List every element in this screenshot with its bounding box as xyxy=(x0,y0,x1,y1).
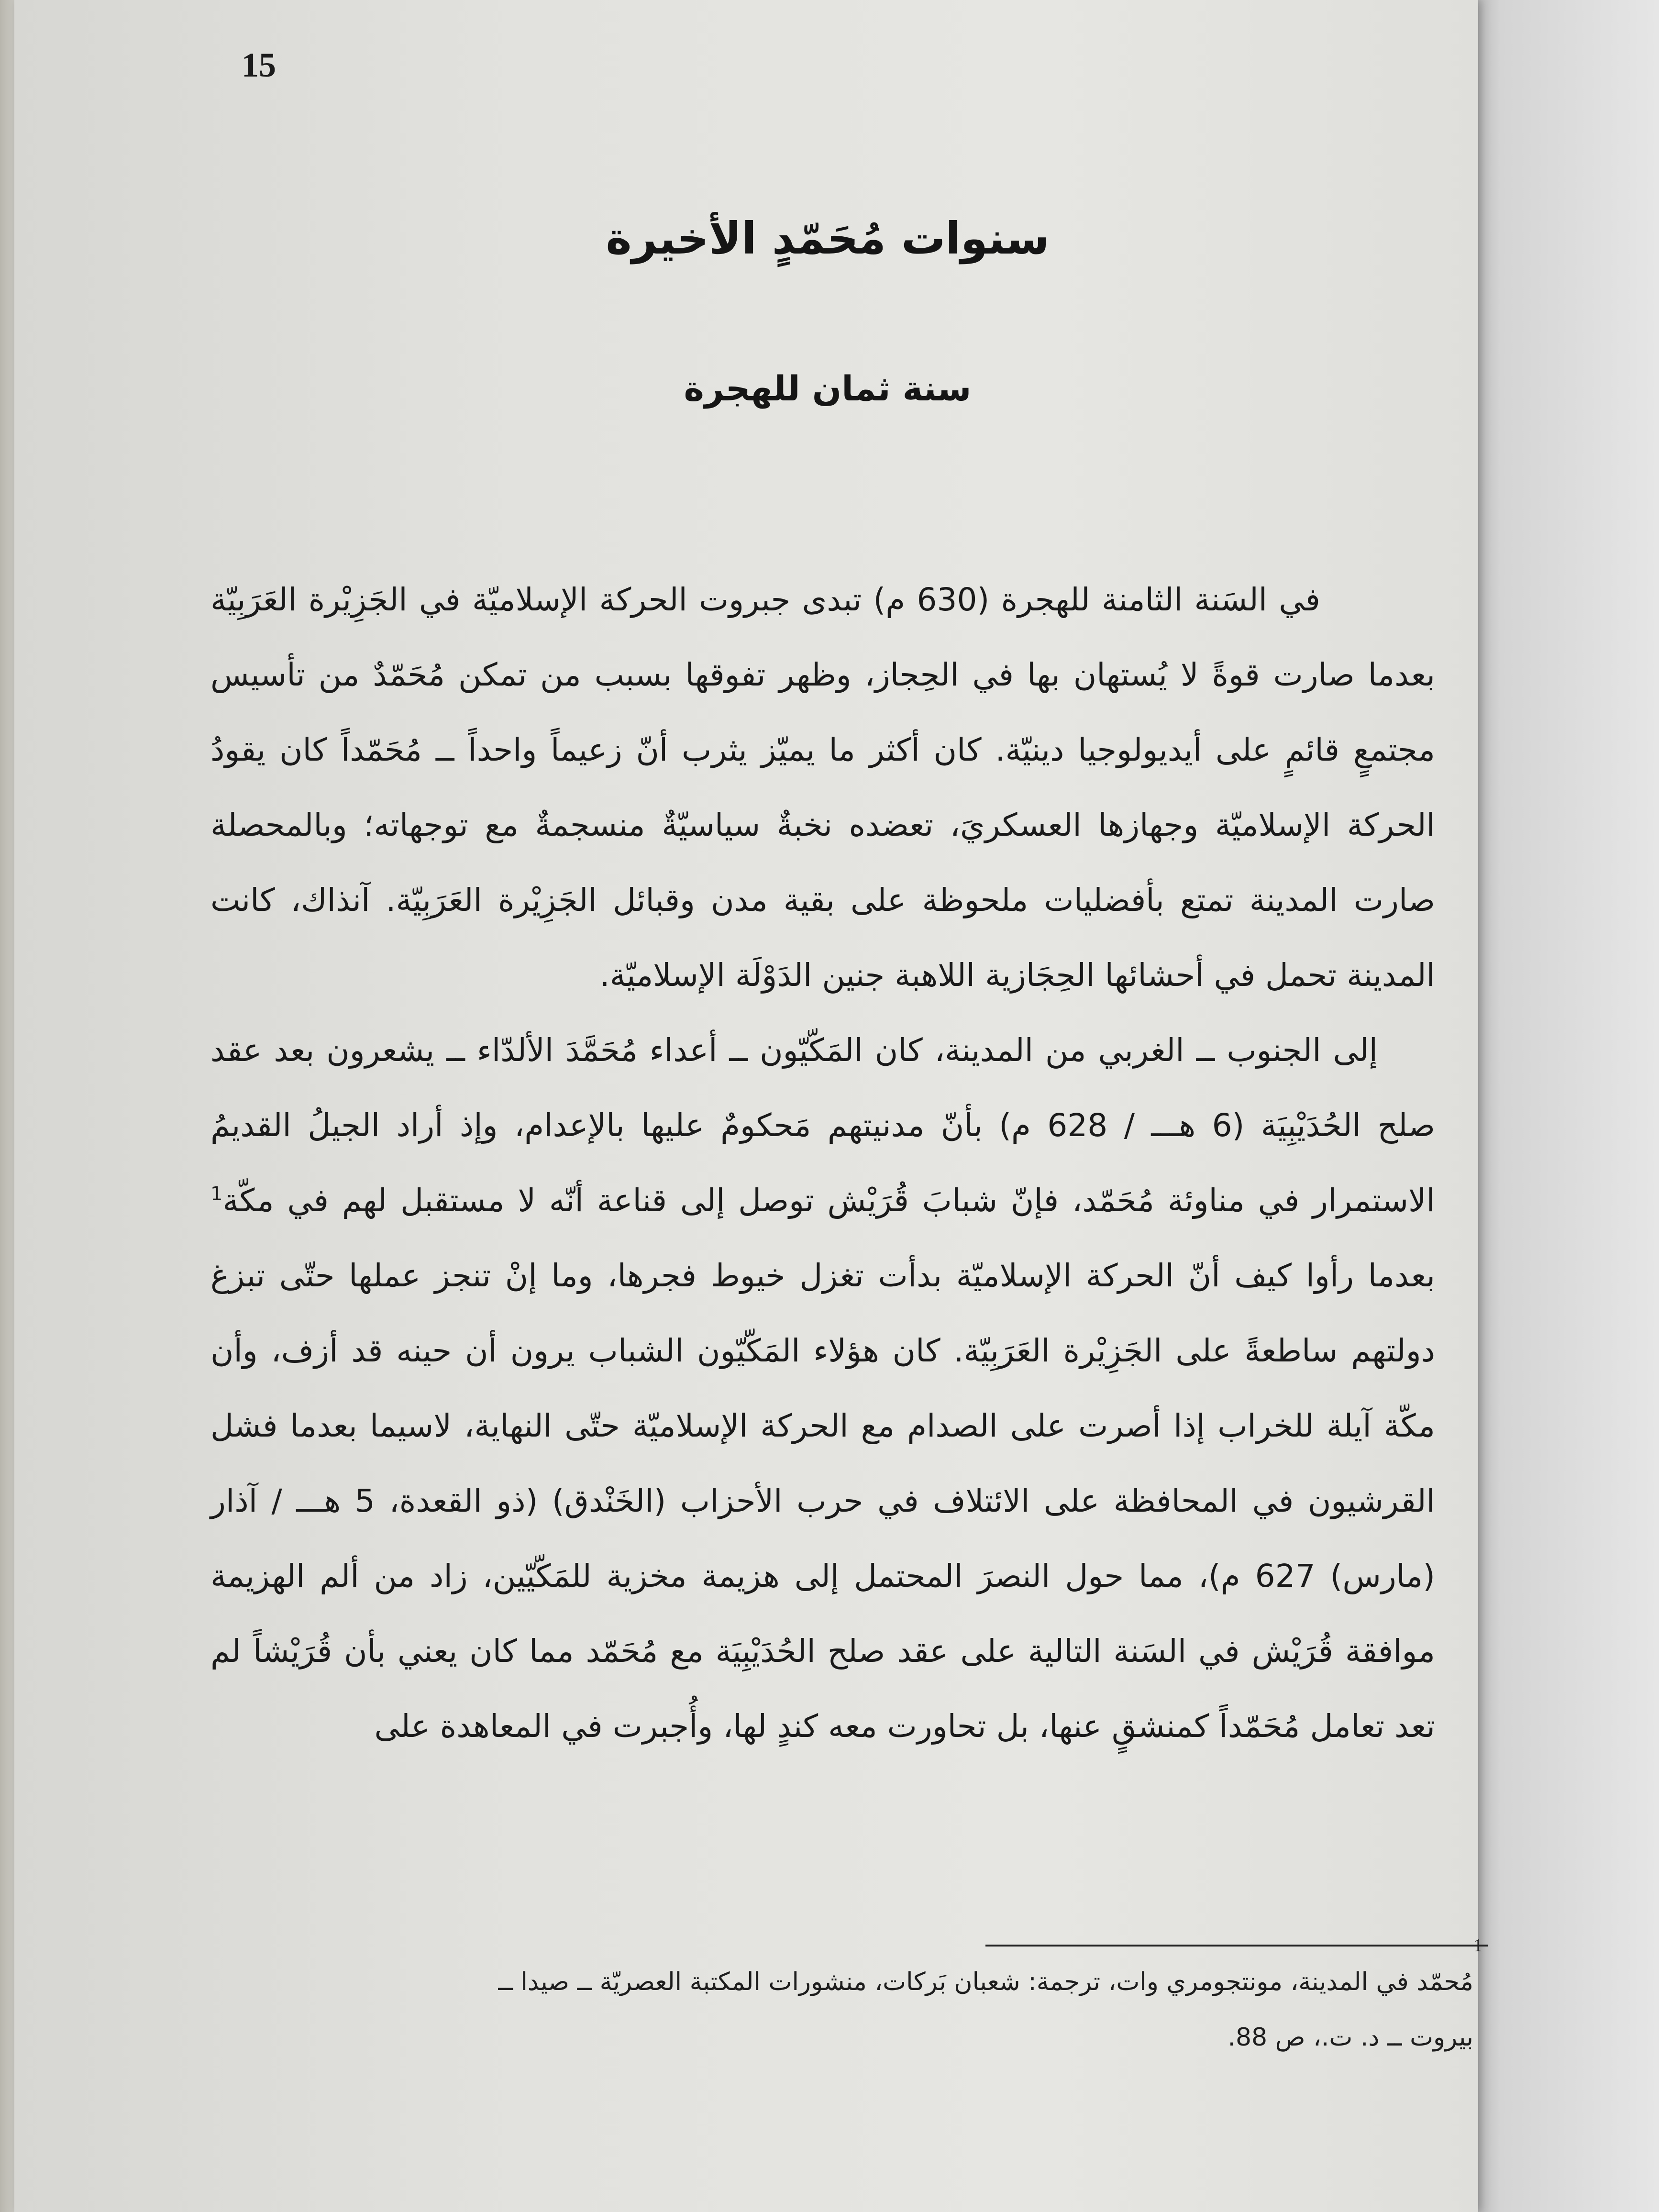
footnote-divider xyxy=(985,1945,1488,1947)
footnote-marker: 1 xyxy=(1473,1936,1482,1956)
footnote-line-1: مُحمّد في المدينة، مونتجومري وات، ترجمة: شعبان بَركات، منشورات المكتبة العصريّة ــ صيدا ــ xyxy=(498,1968,1473,1996)
footnote xyxy=(210,1954,1473,2065)
paragraph-1: في السَنة الثامنة للهجرة (630 م) تبدى جبروت الحركة الإسلاميّة في الجَزِيْرة العَرَبِيّة بعدما صارت قوةً لا يُستهان بها في الحِجاز، وظهر تفوقها بسبب من تمكن مُحَمّدٌ من تأسيس مجتمعٍ قائمٍ على أيديولوجيا دينيّة. كان أكثر ما يميّز يثرب أنّ زعيماً واحداً ــ مُحَمّداً كان يقودُ الحركة الإسلاميّة وجهازها العسكريَ، تعضده نخبةٌ سياسيّةٌ منسجمةٌ مع توجهاته؛ وبالمحصلة صارت المدينة تمتع بأفضليات ملحوظة على بقية مدن وقبائل الجَزِيْرة العَرَبِيّة. آنذاك، كانت المدينة تحمل في أحشائها الحِجَازية اللاهبة جنين الدَوْلَة الإسلاميّة. xyxy=(210,581,1435,994)
footnote-reference: 1 xyxy=(210,1183,223,1205)
paragraph-2 xyxy=(210,1013,1435,1764)
body-text xyxy=(210,562,1435,1764)
chapter-title: سنوات مُحَمّدٍ الأخيرة xyxy=(606,213,1050,264)
paragraph-2-part-1: إلى الجنوب ــ الغربي من المدينة، كان المَكّيّون ــ أعداء مُحَمَّدَ الألدّاء ــ يشعرون بعد عقد صلح الحُدَيْبِيَة (6 هـــ / 628 م) بأنّ مدنيتهم مَحكومٌ عليها بالإعدام، وإذ أراد الجيلُ القديمُ الاستمرار في مناوئة مُحَمّد، فإنّ شبابَ قُرَيْش توصل إلى قناعة أنّه لا مستقبل لهم في مكّة xyxy=(210,1032,1435,1219)
facing-page xyxy=(1478,0,1659,2212)
paragraph-2-part-2: بعدما رأوا كيف أنّ الحركة الإسلاميّة بدأت تغزل خيوط فجرها، وما إنْ تنجز عملها حتّى تبزغ دولتهم ساطعةً على الجَزِيْرة العَرَبِيّة. كان هؤلاء المَكّيّون الشباب يرون أن حينه قد أزف، وأن مكّة آيلة للخراب إذا أصرت على الصدام مع الحركة الإسلاميّة حتّى النهاية، لاسيما بعدما فشل القرشيون في المحافظة على الائتلاف في حرب الأحزاب (الخَنْدق) (ذو القعدة، 5 هـــ / آذار (مارس) 627 م)، مما حول النصرَ المحتمل إلى هزيمة مخزية للمَكّيّين، زاد من ألم الهزيمة موافقة قُرَيْش في السَنة التالية على عقد صلح الحُدَيْبِيَة مع مُحَمّد مما كان يعني بأن قُرَيْشاً لم تعد تعامل مُحَمّداً كمنشقٍ عنها، بل تحاورت معه كندٍ لها، وأُجبرت في المعاهدة على xyxy=(210,1257,1435,1745)
section-title: سنة ثمان للهجرة xyxy=(684,368,972,409)
page-number: 15 xyxy=(242,46,276,84)
footnote-line-2: بيروت ــ د. ت.، ص 88. xyxy=(1228,2023,1473,2052)
